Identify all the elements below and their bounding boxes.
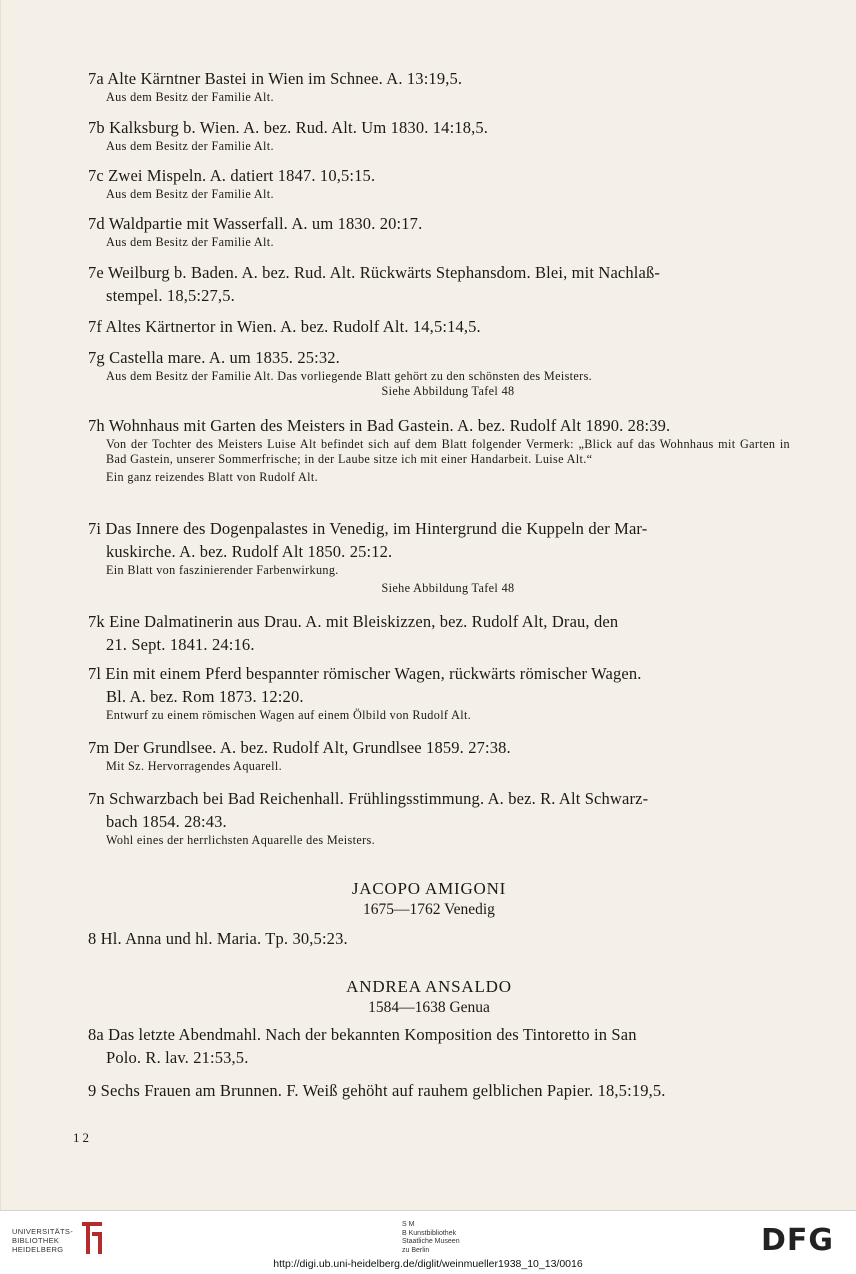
entry-title: 7f Altes Kärtnertor in Wien. A. bez. Rudolf Alt. 14,5:14,5. (88, 317, 481, 336)
entry-title-line2: kuskirche. A. bez. Rudolf Alt 1850. 25:12. (106, 542, 393, 561)
catalog-entry-7a (88, 67, 790, 105)
dfg-logo[interactable]: DFG (761, 1223, 835, 1258)
entry-note: Aus dem Besitz der Familie Alt. Das vorliegende Blatt gehört zu den schönsten des Meisters. (106, 369, 593, 383)
artist-name: JACOPO AMIGONI (351, 879, 507, 898)
catalog-entry-7i (88, 517, 790, 596)
entry-title: 7d Waldpartie mit Wasserfall. A. um 1830. 20:17. (88, 214, 423, 233)
entry-title (88, 662, 790, 708)
catalog-entry-8a (88, 1023, 790, 1069)
catalog-entry-7m (88, 736, 790, 774)
entry-title (88, 517, 790, 563)
catalog-entry-7f (88, 315, 790, 338)
entry-title (88, 261, 790, 307)
entry-title-line1: 7i Das Innere des Dogenpalastes in Venedig, im Hintergrund die Kuppeln der Mar- (88, 519, 648, 538)
entry-title-line2: bach 1854. 28:43. (106, 812, 227, 831)
page-number: 12 (73, 1130, 92, 1145)
entry-title-line2: 21. Sept. 1841. 24:16. (106, 635, 255, 654)
artist-heading-amigoni (1, 878, 856, 920)
permalink-url[interactable]: http://digi.ub.uni-heidelberg.de/diglit/weinmueller1938_10_13/0016 (273, 1258, 583, 1270)
entry-title-line1: 7e Weilburg b. Baden. A. bez. Rud. Alt. Rückwärts Stephansdom. Blei, mit Nachlaß- (88, 263, 661, 282)
entry-note: Von der Tochter des Meisters Luise Alt befindet sich auf dem Blatt folgender Vermerk: „Blick auf das Wohnhaus mit Garten in Bad Gastein, unserer Sommerfrische; in der Laube sitze ich mit einer Handarbeit. Luise Alt.“ (106, 437, 790, 466)
catalog-entry-7k (88, 610, 790, 656)
entry-title-line1: 7k Eine Dalmatinerin aus Drau. A. mit Bleiskizzen, bez. Rudolf Alt, Drau, den (88, 612, 619, 631)
catalog-entry-7d (88, 212, 790, 250)
entry-title: 7h Wohnhaus mit Garten des Meisters in Bad Gastein. A. bez. Rudolf Alt 1890. 28:39. (88, 416, 671, 435)
entry-title (88, 610, 790, 656)
entry-note: Aus dem Besitz der Familie Alt. (106, 187, 274, 201)
entry-title (88, 1023, 790, 1069)
entry-title (88, 787, 790, 833)
viewer-footer (0, 1210, 856, 1274)
heidelberg-library-label: UNIVERSITÄTS- BIBLIOTHEK HEIDELBERG (12, 1227, 73, 1254)
entry-title-line1: 7l Ein mit einem Pferd bespannter römischer Wagen, rückwärts römischer Wagen. (88, 664, 642, 683)
heidelberg-logo-icon[interactable] (80, 1220, 104, 1261)
catalog-entry-7n (88, 787, 790, 848)
catalog-entry-7b (88, 116, 790, 154)
entry-title-line2: Polo. R. lav. 21:53,5. (106, 1048, 249, 1067)
entry-title-line1: 7n Schwarzbach bei Bad Reichenhall. Frühlingsstimmung. A. bez. R. Alt Schwarz- (88, 789, 649, 808)
entry-title: 7c Zwei Mispeln. A. datiert 1847. 10,5:15. (88, 166, 376, 185)
entry-title-line2: stempel. 18,5:27,5. (106, 286, 235, 305)
artist-name: ANDREA ANSALDO (346, 977, 512, 996)
entry-note: Entwurf zu einem römischen Wagen auf einem Ölbild von Rudolf Alt. (106, 708, 472, 722)
entry-title: 7m Der Grundlsee. A. bez. Rudolf Alt, Grundlsee 1859. 27:38. (88, 738, 511, 757)
catalog-entry-8 (88, 927, 790, 950)
entry-note: Mit Sz. Hervorragendes Aquarell. (106, 759, 283, 773)
catalog-entry-7e (88, 261, 790, 307)
entry-note: Aus dem Besitz der Familie Alt. (106, 90, 274, 104)
smb-kunstbibliothek-label: S M B Kunstbibliothek Staatliche Museen zu Berlin (402, 1221, 460, 1254)
entry-note: Wohl eines der herrlichsten Aquarelle des Meisters. (106, 833, 376, 847)
artist-dates: 1584—1638 Genua (368, 999, 490, 1016)
entry-note: Ein ganz reizendes Blatt von Rudolf Alt. (106, 470, 319, 484)
artist-heading-ansaldo (1, 976, 856, 1018)
entry-title: 9 Sechs Frauen am Brunnen. F. Weiß gehöht auf rauhem gelblichen Papier. 18,5:19,5. (88, 1081, 666, 1100)
entry-title-line2: Bl. A. bez. Rom 1873. 12:20. (106, 687, 304, 706)
entry-title: 7g Castella mare. A. um 1835. 25:32. (88, 348, 340, 367)
catalog-entry-9 (88, 1079, 790, 1102)
catalog-entry-7c (88, 164, 790, 202)
entry-title: 7a Alte Kärntner Bastei in Wien im Schnee. A. 13:19,5. (88, 69, 463, 88)
plate-reference: Siehe Abbildung Tafel 48 (381, 581, 515, 595)
entry-note: Ein Blatt von faszinierender Farbenwirkung. (106, 563, 339, 577)
plate-reference: Siehe Abbildung Tafel 48 (381, 384, 515, 398)
entry-note: Aus dem Besitz der Familie Alt. (106, 139, 274, 153)
entry-title-line1: 8a Das letzte Abendmahl. Nach der bekannten Komposition des Tintoretto in San (88, 1025, 637, 1044)
catalog-entry-7l (88, 662, 790, 723)
catalog-entry-7g (88, 346, 790, 399)
entry-title: 8 Hl. Anna und hl. Maria. Tp. 30,5:23. (88, 929, 348, 948)
artist-dates: 1675—1762 Venedig (363, 901, 495, 918)
entry-title: 7b Kalksburg b. Wien. A. bez. Rud. Alt. Um 1830. 14:18,5. (88, 118, 489, 137)
entry-note: Aus dem Besitz der Familie Alt. (106, 235, 274, 249)
catalog-entry-7h (88, 414, 790, 485)
